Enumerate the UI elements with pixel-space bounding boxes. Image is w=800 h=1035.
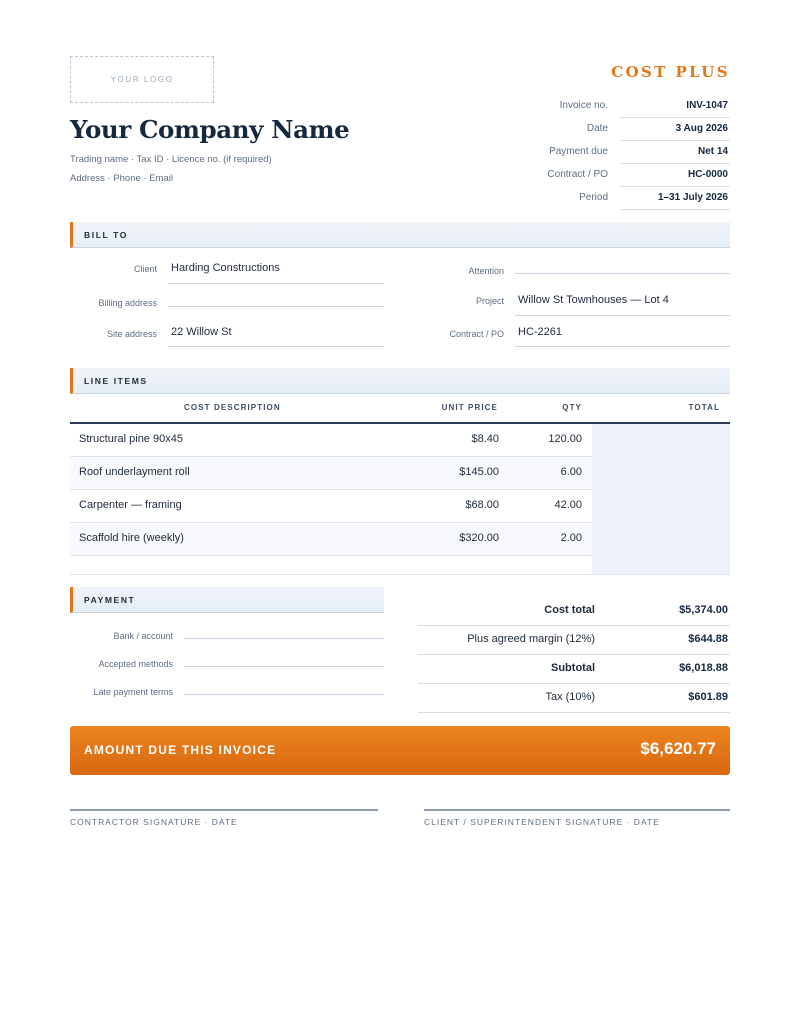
logo-placeholder: YOUR LOGO [70, 56, 214, 103]
cell-description: Carpenter — framing [79, 499, 182, 511]
totals-row-cost-total [418, 597, 730, 626]
company-name: Your Company Name [70, 115, 350, 144]
meta-value[interactable]: Net 14 [620, 142, 730, 164]
bill-to-heading: BILL TO [70, 222, 730, 248]
bank-account-label: Bank / account [113, 631, 173, 641]
contract-po-field[interactable]: HC-2261 [515, 326, 730, 347]
meta-label: Date [586, 123, 608, 134]
cell-description: Roof underlayment roll [79, 466, 190, 478]
cell-qty: 42.00 [554, 499, 582, 511]
meta-value[interactable]: 3 Aug 2026 [620, 119, 730, 141]
document-type-title: COST PLUS [611, 63, 730, 81]
client-signature-line[interactable] [424, 809, 730, 811]
contractor-signature-label: CONTRACTOR SIGNATURE · DATE [70, 817, 238, 827]
meta-row-payment-due [430, 142, 730, 165]
accepted-methods-label: Accepted methods [98, 659, 173, 669]
site-address-label: Site address [106, 329, 157, 339]
column-header-total: TOTAL [688, 403, 720, 412]
cell-unit-price: $68.00 [465, 499, 499, 511]
cell-unit-price: $145.00 [459, 466, 499, 478]
totals-row-tax [418, 684, 730, 713]
line-items-heading: LINE ITEMS [70, 368, 730, 394]
contractor-signature-line[interactable] [70, 809, 378, 811]
meta-label: Invoice no. [559, 100, 608, 111]
cell-qty: 2.00 [560, 532, 582, 544]
project-label: Project [475, 296, 504, 306]
column-header-unit-price: UNIT PRICE [441, 403, 498, 412]
company-contact-line: Address · Phone · Email [70, 173, 173, 184]
attention-label: Attention [468, 266, 504, 276]
totals-value: $5,374.00 [679, 604, 728, 616]
billing-address-field[interactable] [168, 290, 384, 307]
meta-value[interactable]: HC-0000 [620, 165, 730, 187]
cell-unit-price: $8.40 [471, 433, 499, 445]
payment-heading: PAYMENT [70, 587, 384, 613]
cell-qty: 120.00 [548, 433, 582, 445]
amount-due-banner [70, 726, 730, 775]
totals-label: Plus agreed margin (12%) [467, 633, 595, 645]
cell-qty: 6.00 [560, 466, 582, 478]
meta-label: Contract / PO [547, 169, 608, 180]
meta-row-period [430, 188, 730, 211]
meta-label: Period [579, 192, 608, 203]
column-header-description: COST DESCRIPTION [184, 403, 281, 412]
totals-value: $601.89 [688, 691, 728, 703]
totals-label: Cost total [544, 604, 595, 616]
contract-po-label: Contract / PO [449, 329, 504, 339]
meta-value[interactable]: 1–31 July 2026 [620, 188, 730, 210]
totals-row-subtotal [418, 655, 730, 684]
accepted-methods-field[interactable] [184, 666, 384, 667]
meta-row-invoice-no [430, 96, 730, 119]
billing-address-label: Billing address [98, 298, 157, 308]
amount-due-label: AMOUNT DUE THIS INVOICE [84, 743, 277, 757]
client-signature-label: CLIENT / SUPERINTENDENT SIGNATURE · DATE [424, 817, 660, 827]
cell-unit-price: $320.00 [459, 532, 499, 544]
totals-label: Subtotal [551, 662, 595, 674]
meta-label: Payment due [549, 146, 608, 157]
totals-value: $6,018.88 [679, 662, 728, 674]
late-payment-terms-label: Late payment terms [93, 687, 173, 697]
client-label: Client [133, 264, 157, 274]
meta-value[interactable]: INV-1047 [620, 96, 730, 118]
late-payment-terms-field[interactable] [184, 694, 384, 695]
total-column-shade [592, 424, 730, 574]
attention-field[interactable] [515, 258, 730, 274]
column-header-qty: QTY [562, 403, 582, 412]
amount-due-value: $6,620.77 [640, 739, 716, 758]
site-address-field[interactable]: 22 Willow St [168, 326, 384, 347]
meta-row-date [430, 119, 730, 142]
totals-row-margin [418, 626, 730, 655]
totals-label: Tax (10%) [545, 691, 595, 703]
totals-value: $644.88 [688, 633, 728, 645]
company-details-line: Trading name · Tax ID · Licence no. (if required) [70, 154, 272, 165]
client-field[interactable]: Harding Constructions [168, 262, 384, 284]
project-field[interactable]: Willow St Townhouses — Lot 4 [515, 294, 730, 316]
cell-description: Scaffold hire (weekly) [79, 532, 184, 544]
meta-row-contract-po [430, 165, 730, 188]
cell-description: Structural pine 90x45 [79, 433, 183, 445]
bank-account-field[interactable] [184, 638, 384, 639]
